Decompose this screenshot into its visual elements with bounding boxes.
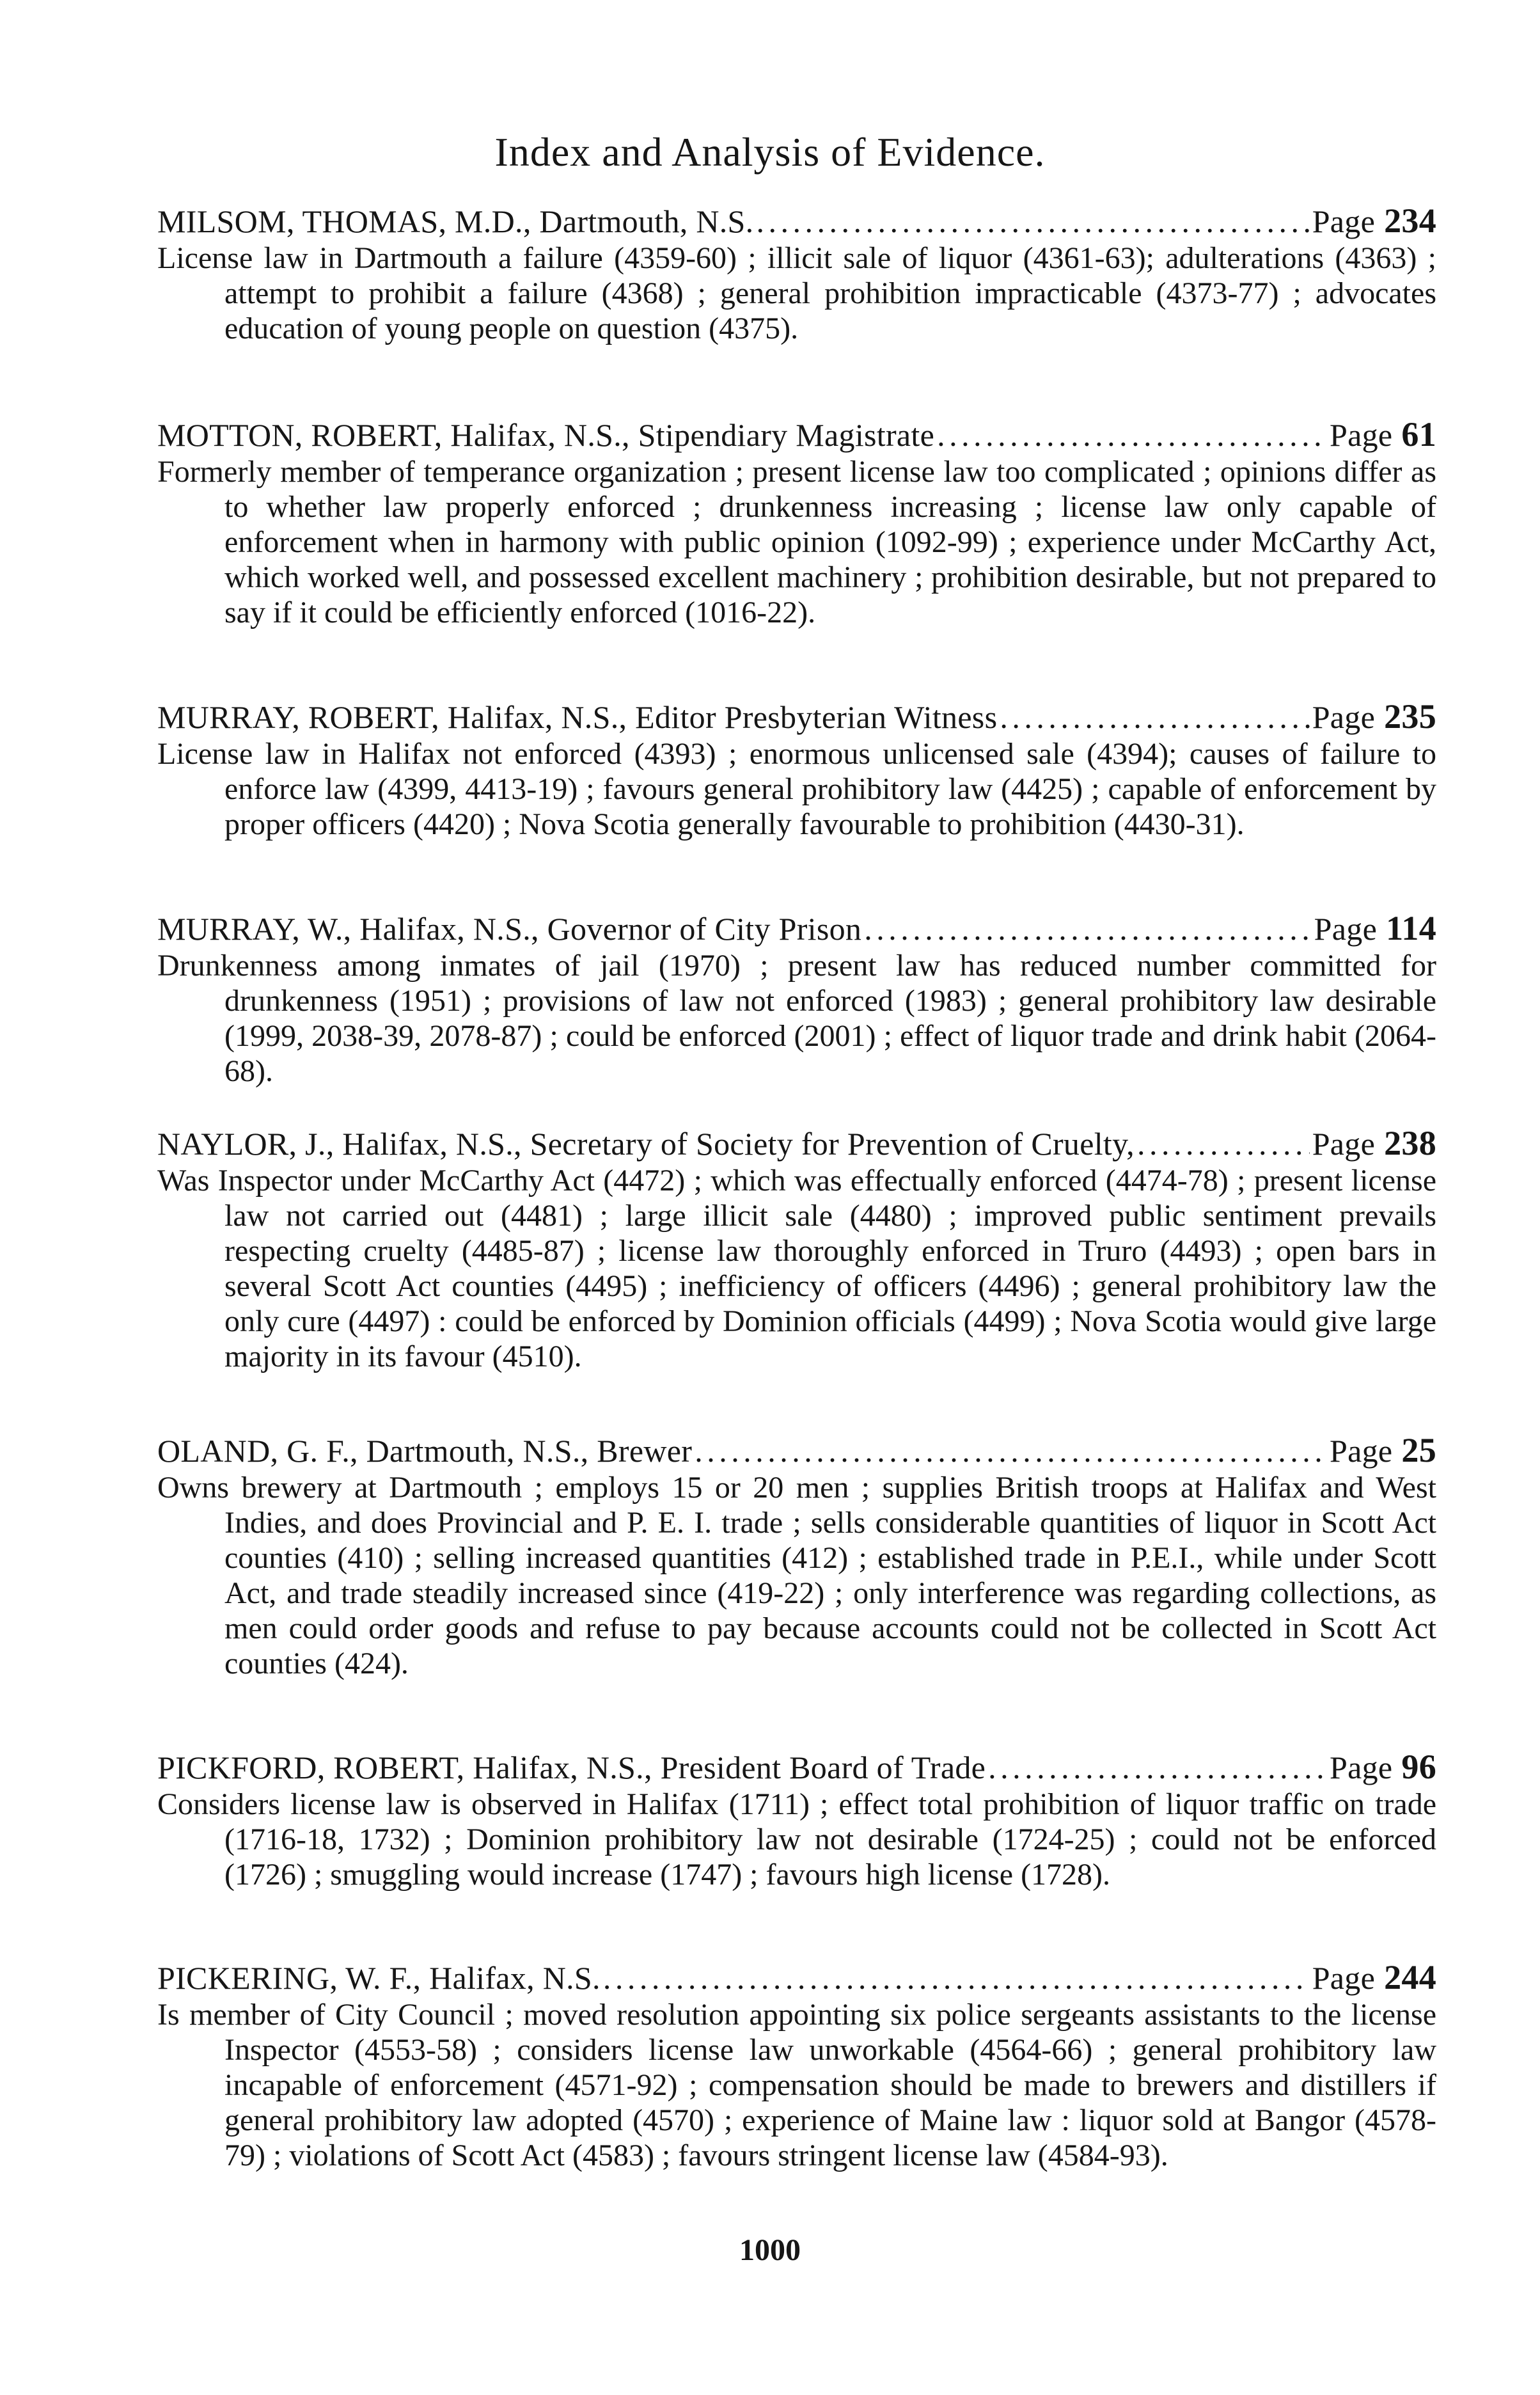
entry-heading — [157, 699, 1436, 735]
entry-heading — [157, 1433, 1436, 1469]
entry-text: Is member of City Council ; moved resolution appointing six police sergeants assistants to the license Inspector (4553-58) ; considers license law unworkable (4564-66) ; general prohibitory law incapable of enforcement (4571-92) ; compensation should be made to brewers and distillers if general prohibitory law adopted (4570) ; experience of Maine law : liquor sold at Bangor (4578-79) ; violations of Scott Act (4583) ; favours stringent license law (4584-93). — [157, 1998, 1436, 2172]
entry-name: OLAND, G. F., Dartmouth, N.S., — [157, 1433, 589, 1469]
entry-text: Drunkenness among inmates of jail (1970) ; present law has reduced number committed for drunkenness (1951) ; provisions of law not enforced (1983) ; general prohibitory law desirable (1999, 2038-39, 2078-87) ; could be enforced (2001) ; effect of liquor trade and drink habit (2064-68). — [157, 949, 1436, 1088]
index-entry-oland — [157, 1433, 1436, 1681]
page-reference — [1312, 699, 1436, 735]
page-reference — [1312, 1126, 1436, 1162]
page-label: Page — [1329, 1433, 1393, 1469]
entry-name: MURRAY, W., Halifax, N.S., — [157, 911, 539, 947]
page-label: Page — [1312, 1960, 1376, 1996]
page-label: Page — [1312, 1126, 1376, 1162]
page-reference — [1330, 417, 1436, 453]
page-number: 234 — [1384, 202, 1436, 240]
page-number-footer: 1000 — [739, 2233, 801, 2267]
leader-dots — [937, 418, 1327, 453]
page-label: Page — [1312, 203, 1376, 239]
entry-text: Owns brewery at Dartmouth ; employs 15 or 20 men ; supplies British troops at Halifax and West Indies, and does Provincial and P. E. I. trade ; sells considerable quantities of liquor in Scott Act counties (410) ; selling increased quantities (412) ; established trade in P.E.I., while under Scott Act, and trade steadily increased since (419-22) ; only interference was regarding collections, as men could order goods and refuse to pay because accounts could not be collected in Scott Act counties (424). — [157, 1471, 1436, 1680]
index-entry-pickford — [157, 1750, 1436, 1892]
entry-description: Governor of City Prison — [547, 911, 862, 947]
page-reference — [1312, 1960, 1436, 1996]
entry-name: MOTTON, ROBERT, Halifax, N.S., — [157, 417, 630, 453]
page-number: 244 — [1384, 1958, 1436, 1996]
page-number: 114 — [1386, 909, 1436, 947]
entry-description: Stipendiary Magistrate — [638, 417, 935, 453]
entry-text: Formerly member of temperance organization ; present license law too complicated ; opinions differ as to whether law properly enforced ; drunkenness increasing ; license law only capable of enforcement when in harmony with public opinion (1092-99) ; experience under McCarthy Act, which worked well, and possessed excellent machinery ; prohibition desirable, but not prepared to say if it could be efficiently enforced (1016-22). — [157, 455, 1436, 629]
leader-dots — [695, 1434, 1327, 1469]
entry-name: MILSOM, THOMAS, M.D., Dartmouth, N.S. — [157, 203, 754, 239]
entry-text: License law in Halifax not enforced (4393) ; enormous unlicensed sale (4394); causes of failure to enforce law (4399, 4413-19) ; favours general prohibitory law (4425) ; capable of enforcement by proper officers (4420) ; Nova Scotia generally favourable to prohibition (4430-31). — [157, 737, 1436, 841]
page-number: 25 — [1401, 1431, 1436, 1469]
page-label: Page — [1314, 911, 1378, 947]
index-entry-pickering — [157, 1960, 1436, 2173]
leader-dots — [756, 204, 1309, 239]
entry-name: PICKFORD, ROBERT, Halifax, N.S., — [157, 1750, 652, 1785]
page-reference — [1314, 911, 1436, 947]
page-label: Page — [1329, 1750, 1393, 1785]
entry-name: NAYLOR, J., Halifax, N.S., — [157, 1126, 522, 1162]
entry-heading — [157, 417, 1436, 453]
entry-description: Editor Presbyterian Witness — [635, 699, 998, 735]
entry-heading — [157, 911, 1436, 947]
leader-dots — [1000, 700, 1309, 735]
entry-text: Was Inspector under McCarthy Act (4472) ; which was effectually enforced (4474-78) ; present license law not carried out (4481) ; large illicit sale (4480) ; improved public sentiment prevails respecting cruelty (4485-87) ; license law thoroughly enforced in Truro (4493) ; open bars in several Scott Act counties (4495) ; inefficiency of officers (4496) ; general prohibitory law the only cure (4497) : could be enforced by Dominion officials (4499) ; Nova Scotia would give large majority in its favour (4510). — [157, 1164, 1436, 1373]
page-reference — [1312, 203, 1436, 239]
page-number: 238 — [1384, 1124, 1436, 1162]
entry-description: President Board of Trade — [660, 1750, 986, 1785]
index-entry-murray-robert — [157, 699, 1436, 842]
index-entry-murray-w — [157, 911, 1436, 1089]
leader-dots — [988, 1750, 1327, 1785]
page-title: Index and Analysis of Evidence. — [494, 129, 1046, 175]
entry-text: License law in Dartmouth a failure (4359-60) ; illicit sale of liquor (4361-63); adulterations (4363) ; attempt to prohibit a failure (4368) ; general prohibition impracticable (4373-77) ; advocates education of young people on question (4375). — [157, 241, 1436, 345]
page-reference — [1330, 1433, 1436, 1469]
index-entry-milsom — [157, 203, 1436, 346]
leader-dots — [864, 912, 1311, 947]
page-number: 61 — [1401, 415, 1436, 454]
leader-dots — [603, 1961, 1310, 1996]
entry-text: Considers license law is observed in Halifax (1711) ; effect total prohibition of liquor traffic on trade (1716-18, 1732) ; Dominion prohibitory law not desirable (1724-25) ; could not be enforced (1726) ; smuggling would increase (1747) ; favours high license (1728). — [157, 1787, 1436, 1892]
entry-name: PICKERING, W. F., Halifax, N.S. — [157, 1960, 601, 1996]
page-label: Page — [1329, 417, 1393, 453]
page-label: Page — [1312, 699, 1376, 735]
entry-heading — [157, 203, 1436, 239]
entry-description: Brewer — [597, 1433, 693, 1469]
entry-description: Secretary of Society for Prevention of Cruelty, — [530, 1126, 1135, 1162]
index-entry-motton — [157, 417, 1436, 630]
leader-dots — [1137, 1126, 1310, 1162]
entry-heading — [157, 1960, 1436, 1996]
page-reference — [1330, 1750, 1436, 1785]
page-number: 96 — [1401, 1748, 1436, 1786]
entry-heading — [157, 1126, 1436, 1162]
page-number: 235 — [1384, 697, 1436, 736]
entry-name: MURRAY, ROBERT, Halifax, N.S., — [157, 699, 627, 735]
entry-heading — [157, 1750, 1436, 1785]
index-entry-naylor — [157, 1126, 1436, 1374]
